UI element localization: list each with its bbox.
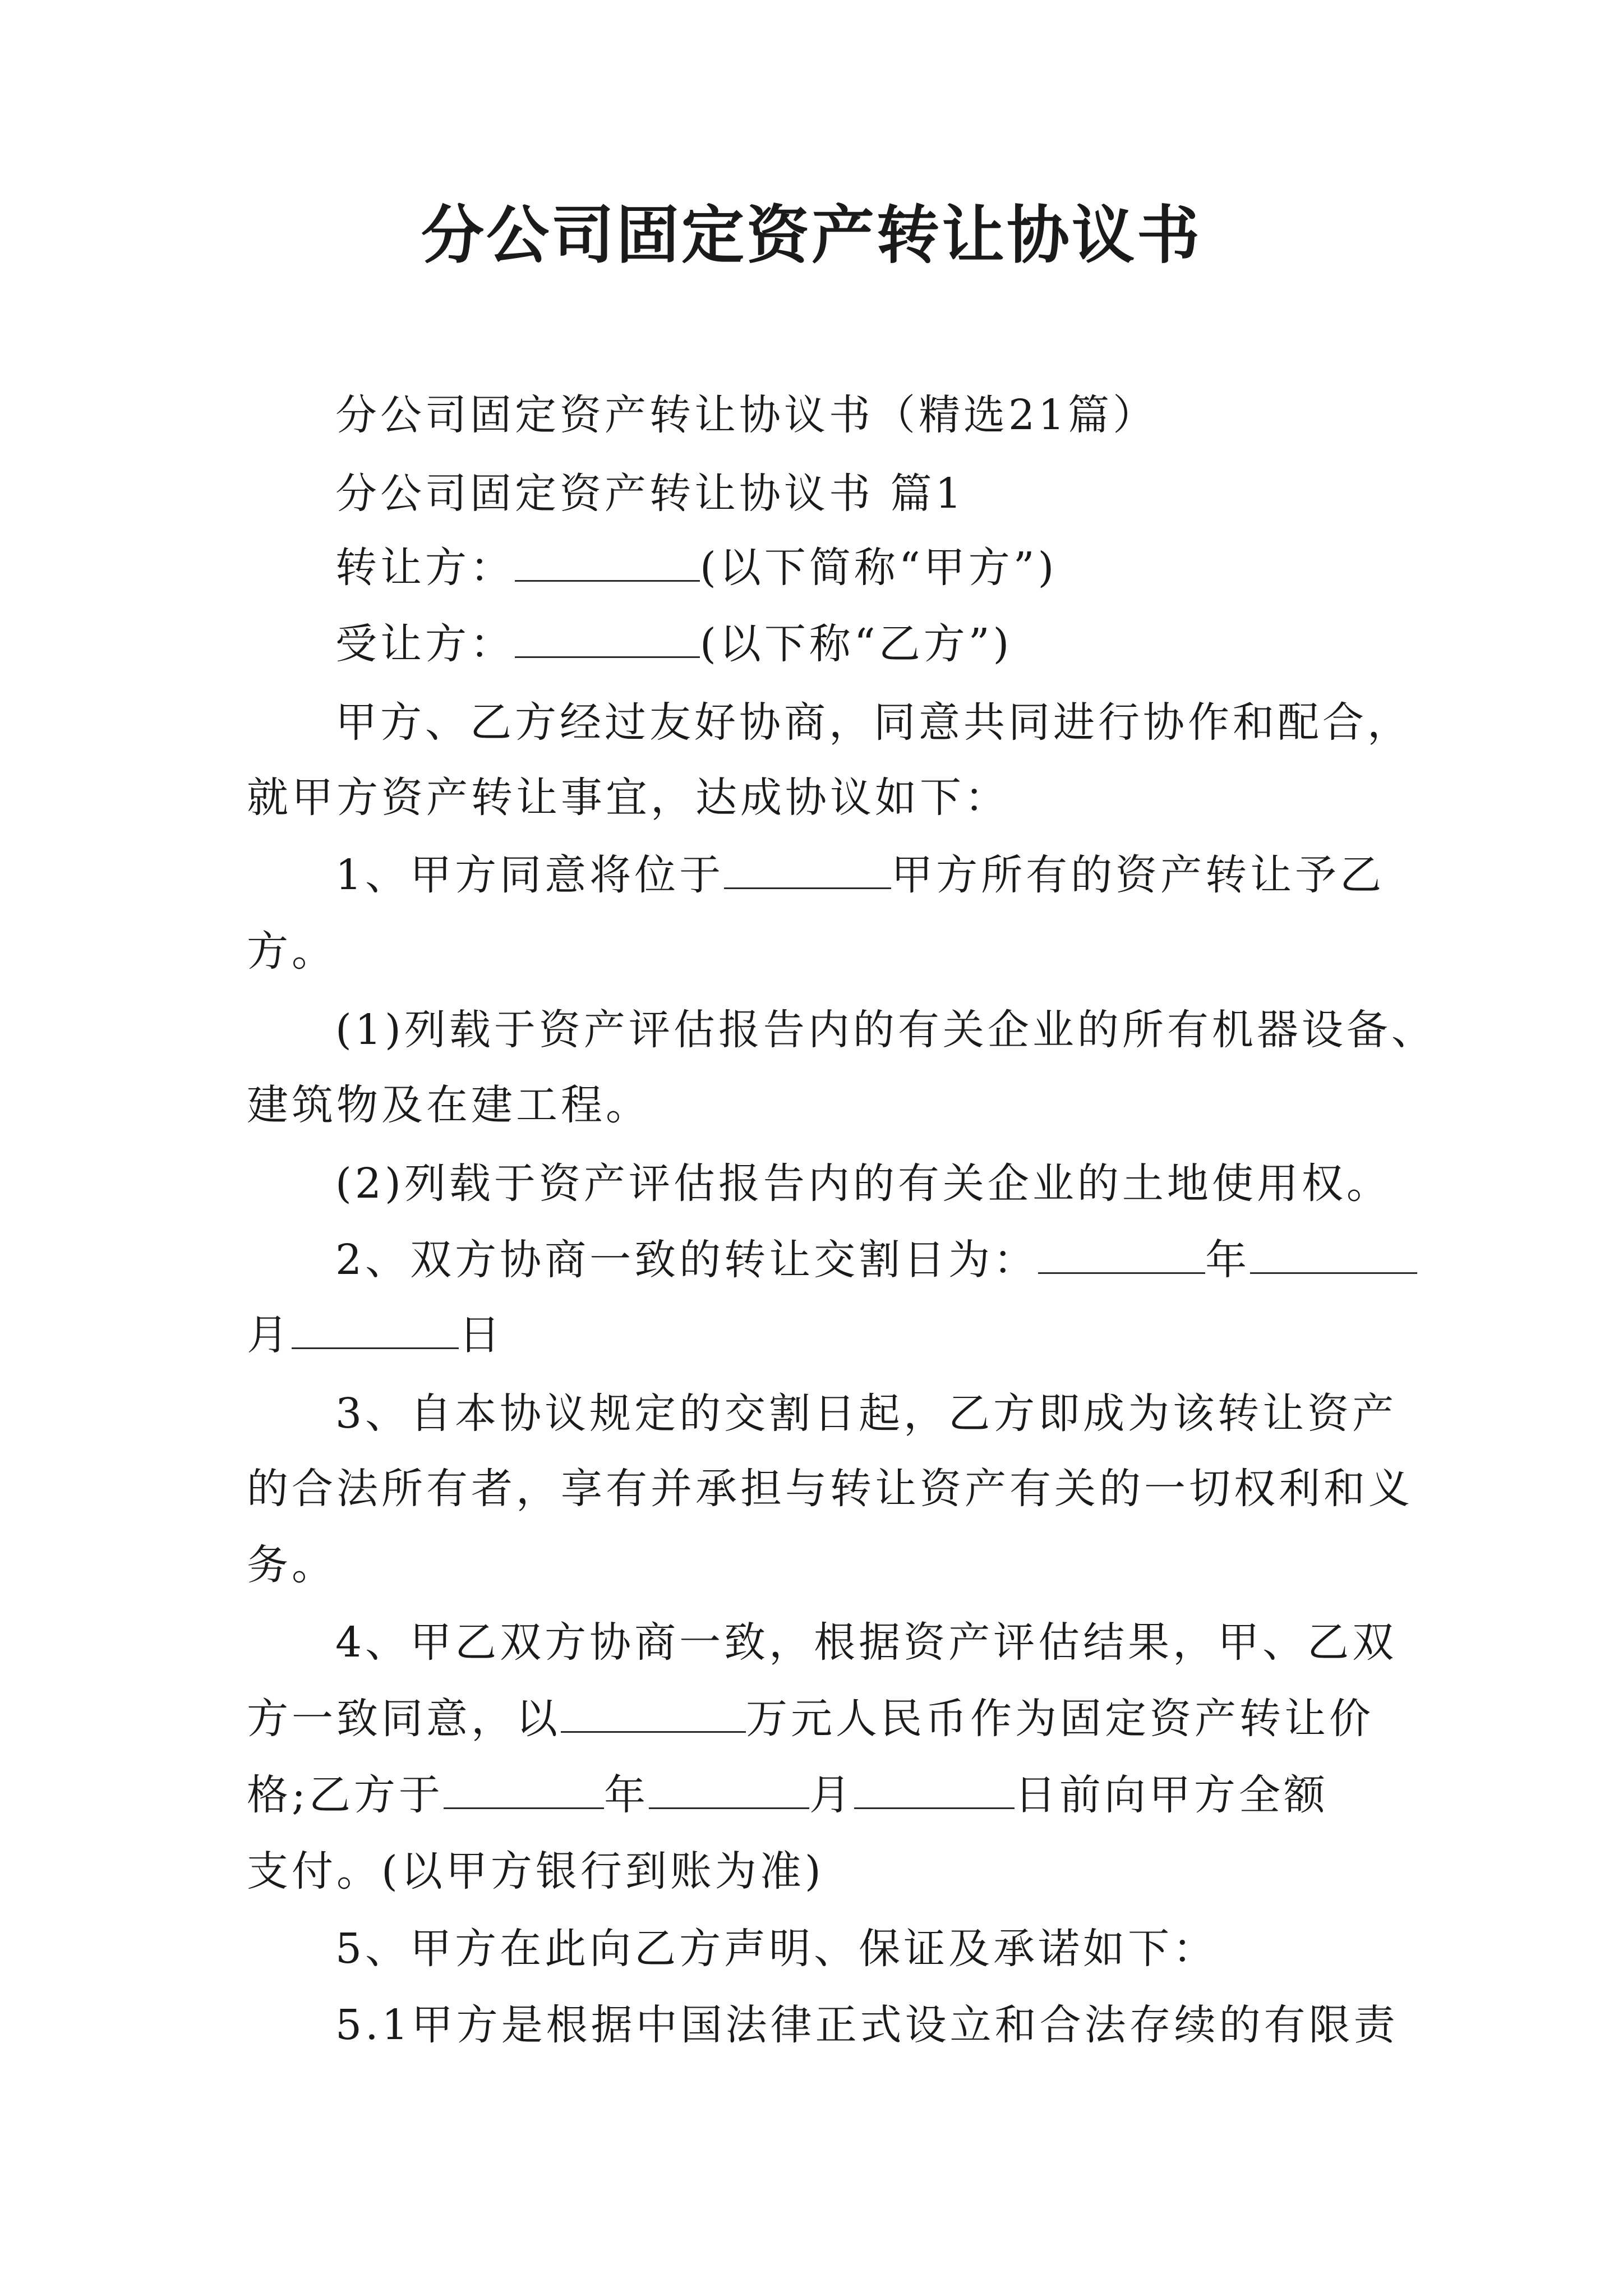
clause-4-year-blank — [444, 1775, 604, 1809]
document-subtitle: 分公司固定资产转让协议书（精选21篇） — [335, 391, 1158, 439]
clause-4-day-blank — [854, 1775, 1015, 1809]
intro-line-1: 甲方、乙方经过友好协商，同意共同进行协作和配合， — [335, 698, 1412, 747]
section-heading: 分公司固定资产转让协议书 篇1 — [335, 470, 965, 518]
clause-4-text-a: 方一致同意，以 — [247, 1695, 561, 1743]
clause-4-line-4: 支付。(以甲方银行到账为准) — [247, 1847, 824, 1895]
document-title: 分公司固定资产转让协议书 — [421, 199, 1202, 272]
clause-2-month-blank-a — [1250, 1240, 1417, 1274]
clause-3-line-3: 务。 — [247, 1541, 336, 1589]
transferee-label: 受让方： — [335, 620, 515, 668]
clause-2-year-blank — [1038, 1240, 1205, 1274]
clause-2-day-label: 日 — [459, 1311, 504, 1359]
clause-5-1-line-1: 5.1甲方是根据中国法律正式设立和合法存续的有限责 — [335, 2001, 1399, 2049]
clause-2-text: 2、双方协商一致的转让交割日为： — [335, 1236, 1039, 1284]
transferee-blank — [515, 624, 700, 658]
clause-1a-line-1: (1)列载于资产评估报告内的有关企业的所有机器设备、 — [335, 1006, 1436, 1054]
transferee-note: (以下称“乙方”) — [700, 620, 1013, 668]
transferor-blank — [515, 547, 700, 582]
clause-2-line-2 — [247, 1307, 504, 1363]
clause-4-year-label: 年 — [603, 1771, 649, 1819]
transferee-line — [335, 616, 1012, 672]
clause-4-text-c: 格;乙方于 — [247, 1771, 444, 1819]
clause-1-text-b: 甲方所有的资产转让予乙 — [891, 851, 1385, 899]
clause-2-day-blank — [292, 1315, 459, 1349]
clause-1-location-blank — [724, 855, 891, 889]
clause-3-line-2: 的合法所有者，享有并承担与转让资产有关的一切权利和义 — [247, 1465, 1413, 1513]
clause-4-line-1: 4、甲乙双方协商一致，根据资产评估结果，甲、乙双 — [335, 1618, 1398, 1667]
clause-4-month-blank — [649, 1775, 809, 1809]
clause-2-year-label: 年 — [1205, 1236, 1251, 1284]
transferor-line — [335, 540, 1057, 596]
clause-4-amount-blank — [561, 1699, 746, 1733]
clause-3-line-1: 3、自本协议规定的交割日起，乙方即成为该转让资产 — [335, 1389, 1398, 1438]
clause-1-line-1 — [335, 847, 1385, 903]
clause-2-month-label: 月 — [247, 1311, 292, 1359]
clause-1b-line-1: (2)列载于资产评估报告内的有关企业的土地使用权。 — [335, 1159, 1391, 1208]
intro-line-2: 就甲方资产转让事宜，达成协议如下： — [247, 774, 1009, 822]
clause-4-text-d: 日前向甲方全额 — [1014, 1771, 1329, 1819]
clause-2-line-1 — [335, 1232, 1417, 1288]
clause-1-text-a: 1、甲方同意将位于 — [335, 851, 725, 899]
clause-4-text-b: 万元人民币作为固定资产转让价 — [746, 1695, 1374, 1743]
clause-5-line-1: 5、甲方在此向乙方声明、保证及承诺如下： — [335, 1925, 1218, 1973]
clause-1a-line-2: 建筑物及在建工程。 — [247, 1081, 651, 1129]
transferor-label: 转让方： — [335, 544, 515, 592]
transferor-note: (以下简称“甲方”) — [700, 544, 1058, 592]
clause-4-line-3 — [247, 1767, 1329, 1823]
clause-1-line-2: 方。 — [247, 927, 336, 976]
clause-4-line-2 — [247, 1691, 1374, 1747]
clause-4-month-label: 月 — [809, 1771, 854, 1819]
